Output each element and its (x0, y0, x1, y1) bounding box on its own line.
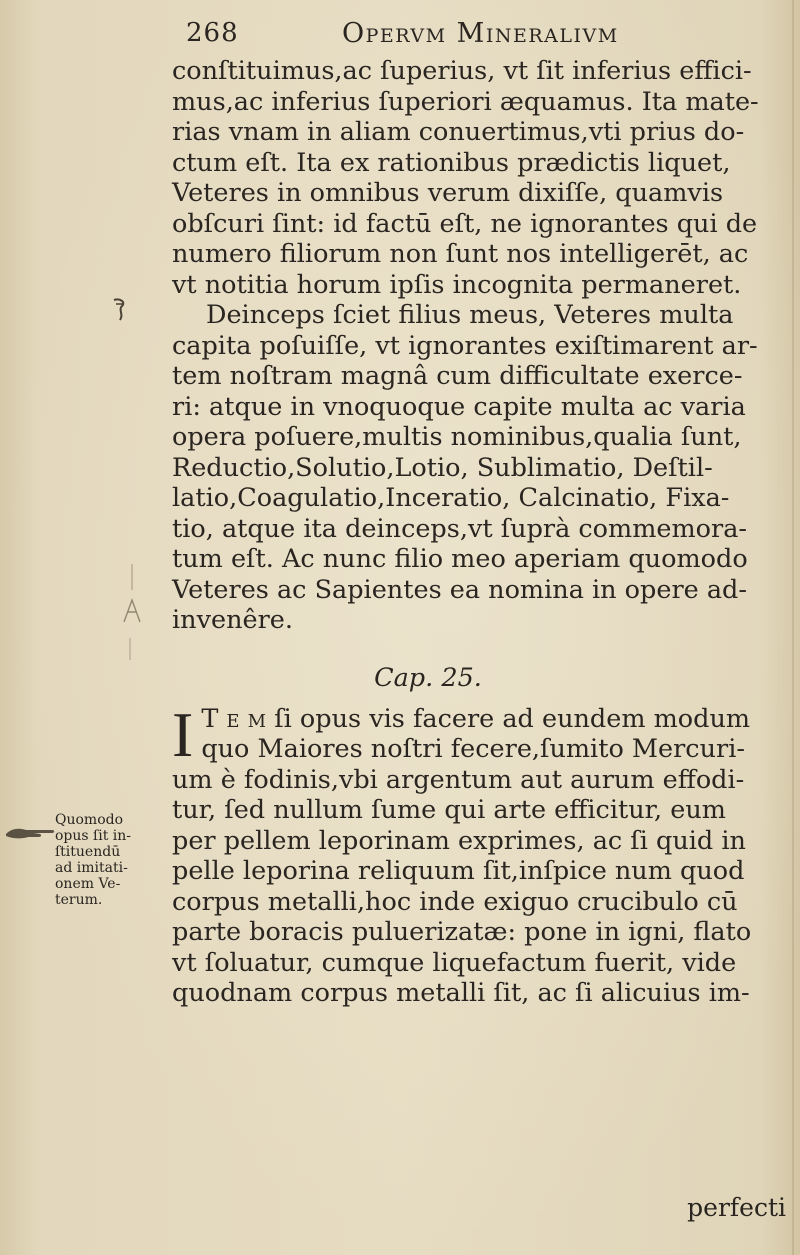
text-line: per pellem leporinam exprimes, ac ſi quid in (172, 825, 746, 856)
text-line: tio, atque ita deinceps,vt ſuprà commemora- (172, 513, 748, 544)
text-line: mus,ac inferius ſuperiori æquamus. Ita mate- (172, 86, 759, 117)
marginal-note-line: ſtituendū (55, 844, 121, 860)
paragraph-2 (172, 300, 794, 636)
text-line: rias vnam in aliam conuertimus,vti prius do- (172, 117, 745, 147)
text-line: vt ſoluatur, cumque liquefactum fuerit, vide (172, 947, 737, 978)
drop-cap: I (172, 698, 194, 770)
text-line: Deinceps ſciet filius meus, Veteres multa (206, 300, 734, 330)
marginal-note-line: onem Ve- (55, 876, 121, 892)
main-text (172, 56, 794, 1009)
marginal-note-line: opus ſit in- (55, 828, 132, 844)
text-line: quodnam corpus metalli ſit, ac ſi alicuius im- (172, 978, 750, 1008)
text-line: corpus metalli,hoc inde exiguo crucibulo cū (172, 886, 738, 917)
marginal-note-line: Quomodo (55, 812, 124, 828)
marginal-note-line: terum. (55, 892, 103, 908)
text-line: obſcuri ſint: id factū eſt, ne ignorantes qui de (172, 208, 758, 239)
margin-sketch-icon (118, 560, 148, 680)
text-line: Veteres ac Sapientes ea nomina in opere ad- (172, 574, 747, 605)
first-word-caps: T e m (201, 703, 267, 734)
text-line: tur, ſed nullum ſume qui arte efficitur, eum (172, 795, 726, 825)
text-line: tum eſt. Ac nunc filio meo aperiam quomodo (172, 544, 748, 574)
text-line: pelle leporina reliquum ſit,inſpice num quod (172, 856, 745, 886)
text-line: numero filiorum non ſunt nos intelligerēt, ac (172, 239, 749, 269)
text-line: opera poſuere,multis nominibus,qualia ſunt, (172, 422, 742, 452)
text-line: tem noſtram magnâ cum difficultate exerce- (172, 361, 743, 391)
page-number: 268 (186, 18, 239, 48)
text-line: ctum eſt. Ita ex rationibus prædictis liquet, (172, 147, 731, 178)
running-head: Opervm Mineralivm (342, 18, 619, 49)
text-line: vt notitia horum ipſis incognita permaneret. (172, 269, 742, 300)
text-line: ſi opus vis facere ad eundem modum (266, 703, 751, 734)
marginal-note-line: ad imitati- (55, 860, 128, 876)
marginal-note (55, 812, 167, 908)
text-line: parte boracis puluerizatæ: pone in igni, flato (172, 917, 752, 947)
text-line: ri: atque in vnoquoque capite multa ac varia (172, 391, 746, 422)
text-line: invenêre. (172, 605, 293, 635)
page-header (0, 14, 800, 54)
text-line: Veteres in omnibus verum dixiſſe, quamvis (172, 178, 724, 208)
text-line: conſtituimus,ac ſuperius, vt ſit inferius effici- (172, 56, 752, 86)
text-line: latio,Coagulatio,Inceratio, Calcinatio, Fixa- (172, 483, 730, 513)
text-line: quo Maiores noſtri fecere,ſumito Mercuri- (201, 734, 745, 764)
catchword: perfecti (687, 1193, 786, 1222)
chapter-heading: Cap. 25. (374, 662, 482, 693)
text-line: capita poſuiſſe, vt ignorantes exiſtimarent ar- (172, 330, 758, 361)
text-line: um è fodinis,vbi argentum aut aurum effodi- (172, 764, 745, 795)
paragraph-3 (172, 698, 794, 1009)
margin-flourish-icon (110, 296, 130, 322)
text-line: Reductio,Solutio,Lotio, Sublimatio, Deſtil- (172, 452, 713, 483)
paragraph-1 (172, 56, 794, 300)
pointing-hand-icon (4, 820, 58, 842)
